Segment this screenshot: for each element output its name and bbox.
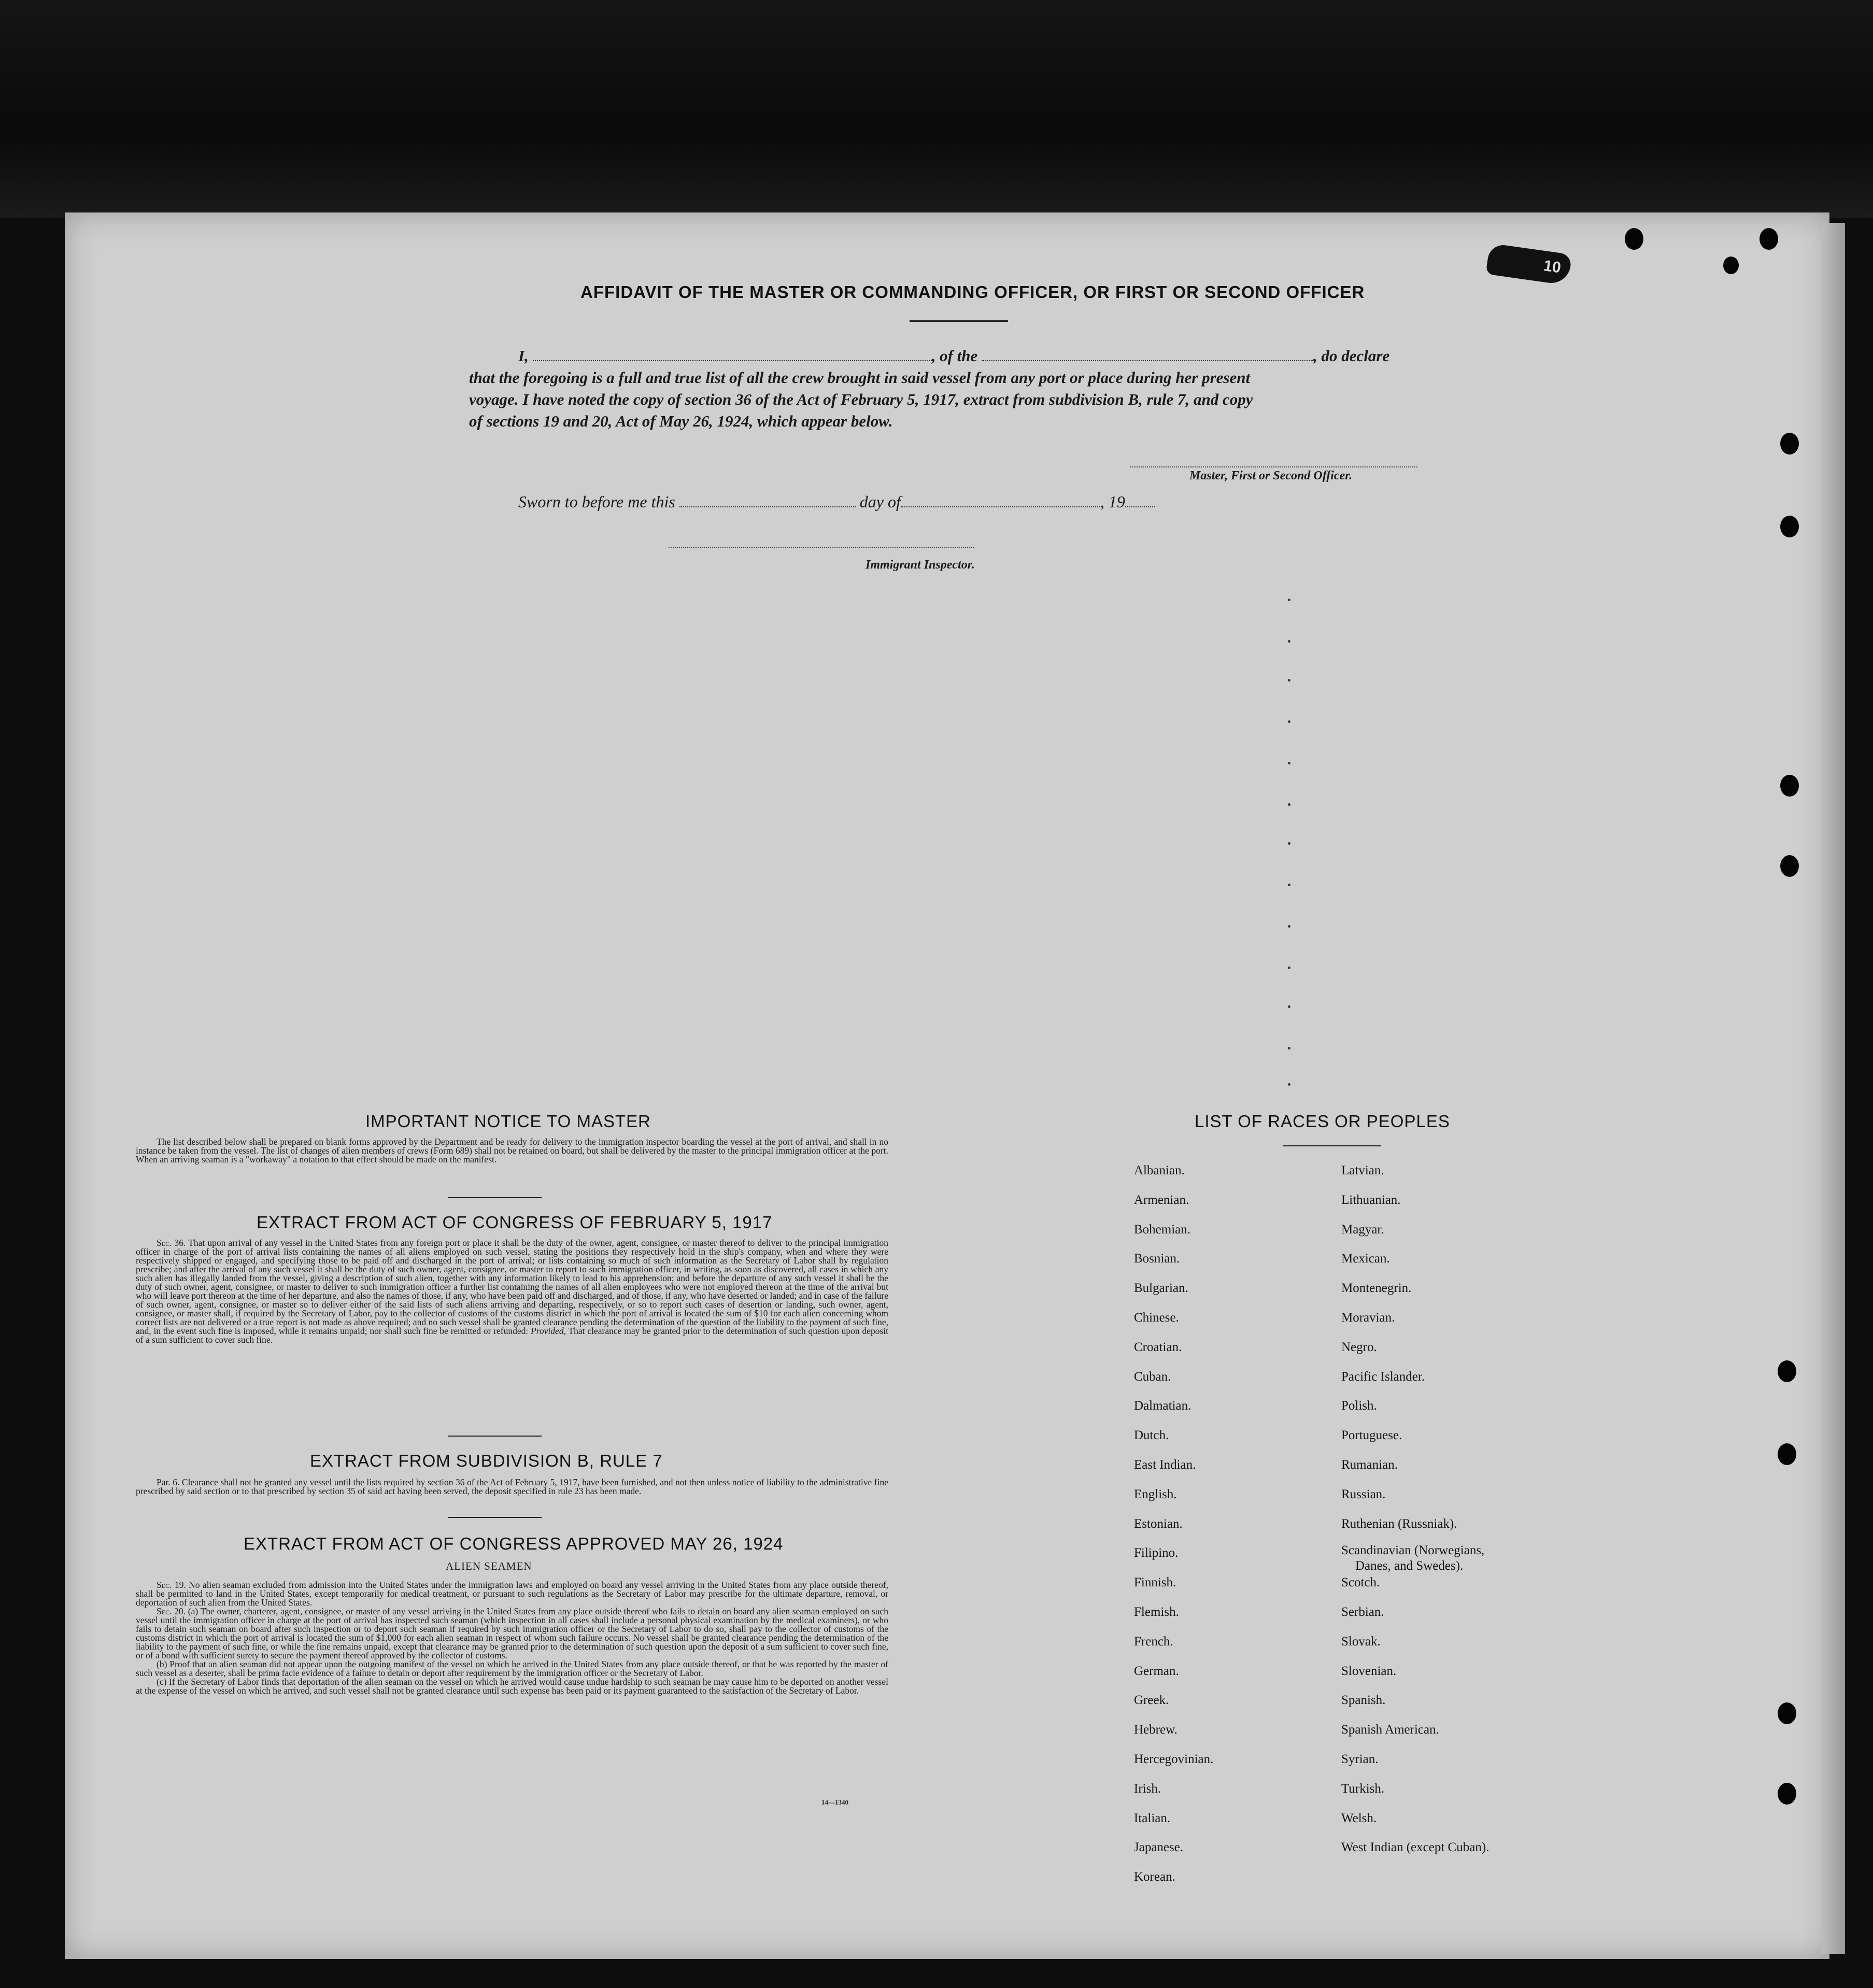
race-item: Turkish.	[1341, 1782, 1385, 1796]
race-item: Slovenian.	[1341, 1664, 1397, 1678]
race-item: Finnish.	[1134, 1575, 1176, 1589]
race-item: English.	[1134, 1487, 1177, 1501]
mark	[1288, 679, 1290, 681]
race-item: German.	[1134, 1664, 1179, 1678]
mark	[1288, 842, 1290, 845]
notice-body	[136, 1138, 888, 1164]
mark	[1288, 762, 1290, 764]
race-item: Mexican.	[1341, 1252, 1390, 1266]
divider	[448, 1436, 542, 1437]
race-item: Negro.	[1341, 1340, 1377, 1354]
provided-label: Provided,	[531, 1326, 566, 1336]
sec36-text: That upon arrival of any vessel in the United States from any foreign port or place it shall be the duty of the owner, agent, consignee, or master thereof to deliver to the principal immigration officer in charge of the port of arrival lists containing the names of all aliens employed on such vessel, stating the positions they respectively hold in the ship's company, when and where they were respectively shipped or engaged, and specifying those to be paid off and discharged in the port of arrival; or lists containing so much of such information as the Secretary of Labor shall by regulation prescribe; and after the arrival of any such vessel it shall be the duty of such owner, agent, consignee, or master to report to such immigration officer, in writing, as soon as discovered, all cases in which any such alien has illegally landed from the vessel, giving a description of such alien, together with any information likely to lead to his apprehension; and before the departure of any such vessel it shall be the duty of such owner, agent, consignee, or master to deliver to such immigration officer a further list containing the names of all alien employees who were not employed thereon at the time of the arrival but who will leave port thereon at the time of her departure, and also the names of those, if any, who have been paid off and discharged, and of those, if any, who have deserted or landed; and in case of the failure of such owner, agent, consignee, or master so to deliver either of the said lists of such aliens arriving and departing, respectively, or so to report such cases of desertion or landing, such owner, agent, consignee, or master shall, if required by the Secretary of Labor, pay to the collector of customs of the customs district in which the port of arrival is located the sum of $10 for each alien concerning whom correct lists are not delivered or a true report is not made as above required; and no such vessel shall be granted clearance pending the determination of the question of the liability to the payment of such fine, and, in the event such fine is imposed, while it remains unpaid; nor shall such fine be remitted or refunded:	[136, 1238, 888, 1336]
affidavit-title: AFFIDAVIT OF THE MASTER OR COMMANDING OFFICER, OR FIRST OR SECOND OFFICER	[580, 282, 1365, 302]
divider	[1283, 1145, 1381, 1146]
race-item: Bulgarian.	[1134, 1281, 1188, 1295]
scan-background	[0, 0, 1873, 218]
sworn-day-blank[interactable]	[679, 495, 856, 507]
mark	[1288, 640, 1290, 643]
race-item: Moravian.	[1341, 1311, 1395, 1325]
race-item: Armenian.	[1134, 1193, 1189, 1207]
year-blank[interactable]	[1125, 495, 1155, 507]
punch-hole	[1780, 775, 1799, 797]
sec19-label: Sec. 19.	[157, 1580, 186, 1590]
race-item: Hercegovinian.	[1134, 1752, 1214, 1766]
race-item: East Indian.	[1134, 1458, 1196, 1472]
race-item: Albanian.	[1134, 1163, 1185, 1177]
vessel-blank[interactable]	[982, 349, 1313, 361]
sec20-label: Sec. 20.	[157, 1606, 186, 1616]
race-item: Chinese.	[1134, 1311, 1179, 1325]
mark	[1288, 720, 1290, 723]
extract-1917-body	[136, 1239, 888, 1344]
punch-hole	[1625, 228, 1643, 250]
race-item: Latvian.	[1341, 1163, 1384, 1177]
race-item: Russian.	[1341, 1487, 1386, 1501]
stamp-number: 10	[1542, 257, 1562, 277]
race-item: Rumanian.	[1341, 1458, 1398, 1472]
race-item: Magyar.	[1341, 1223, 1384, 1237]
extract-1917-title: EXTRACT FROM ACT OF CONGRESS OF FEBRUARY 5, 1917	[257, 1213, 773, 1232]
extract-1924-title: EXTRACT FROM ACT OF CONGRESS APPROVED MAY 26, 1924	[244, 1534, 784, 1553]
mark	[1288, 1005, 1290, 1008]
race-item: Bohemian.	[1134, 1223, 1191, 1237]
form-number: 14—1340	[821, 1798, 848, 1806]
sworn-label: Sworn to before me this	[518, 492, 675, 511]
affidavit-line-3: voyage. I have noted the copy of section 36 of the Act of February 5, 1917, extract from subdivision B, rule 7, and copy	[469, 390, 1253, 408]
race-item: Ruthenian (Russniak).	[1341, 1517, 1457, 1531]
race-item: Portuguese.	[1341, 1428, 1402, 1442]
punch-hole	[1780, 516, 1799, 537]
punch-hole	[1778, 1783, 1796, 1805]
race-item: Flemish.	[1134, 1605, 1179, 1619]
inspector-label: Immigrant Inspector.	[865, 558, 975, 572]
document-page	[65, 212, 1829, 1959]
race-item: French.	[1134, 1635, 1173, 1649]
race-item: Korean.	[1134, 1870, 1175, 1884]
race-item: Hebrew.	[1134, 1723, 1177, 1737]
race-item: Slovak.	[1341, 1635, 1381, 1649]
year-label: , 19	[1100, 492, 1125, 511]
sec20b-text: (b) Proof that an alien seaman did not appear upon the outgoing manifest of the vessel on which he arrived in the United States from any place outside thereof, or that he was reported by the master of such vessel as a deserter, shall be prima facie evidence of a failure to detain or deport after requirement by the immigration officer or the Secretary of Labor.	[136, 1659, 888, 1678]
divider	[448, 1517, 542, 1518]
race-item: Danes, and Swedes).	[1355, 1559, 1464, 1573]
race-item: Cuban.	[1134, 1370, 1171, 1384]
race-item: Spanish American.	[1341, 1723, 1439, 1737]
divider	[910, 320, 1008, 322]
month-blank[interactable]	[901, 495, 1100, 507]
name-blank[interactable]	[533, 349, 932, 361]
sworn-line	[518, 492, 1155, 512]
i-label: I,	[518, 347, 529, 365]
race-item: Estonian.	[1134, 1517, 1183, 1531]
punch-hole	[1723, 257, 1739, 274]
mark	[1288, 884, 1290, 886]
do-declare-label: , do declare	[1313, 347, 1390, 365]
notice-text: The list described below shall be prepared on blank forms approved by the Department and be ready for delivery to the immigration inspector boarding the vessel at the port of arrival, and shall in no instance be taken from the vessel. The list of changes of alien members of crews (Form 689) shall not be retained on board, but shall be delivered by the master to the principal immigration officer at the port. When an arriving seaman is a "workaway" a notation to that effect should be made on the manifest.	[136, 1137, 888, 1165]
punch-hole	[1778, 1702, 1796, 1724]
master-signature-line[interactable]	[1130, 466, 1417, 467]
race-item: Spanish.	[1341, 1693, 1386, 1707]
race-item: Greek.	[1134, 1693, 1169, 1707]
race-item: Dalmatian.	[1134, 1399, 1191, 1413]
punch-hole	[1778, 1443, 1796, 1465]
inspector-signature-line[interactable]	[669, 547, 974, 548]
race-item: Japanese.	[1134, 1840, 1184, 1854]
master-signature-label: Master, First or Second Officer.	[1189, 469, 1353, 482]
race-item: Lithuanian.	[1341, 1193, 1401, 1207]
affidavit-line-1	[469, 346, 1451, 366]
race-item: Montenegrin.	[1341, 1281, 1412, 1295]
race-item: Welsh.	[1341, 1811, 1377, 1825]
notice-title: IMPORTANT NOTICE TO MASTER	[365, 1112, 651, 1131]
mark	[1288, 599, 1290, 601]
divider	[448, 1197, 542, 1198]
race-item: Scandinavian (Norwegians,	[1341, 1543, 1485, 1557]
page-edge	[1822, 223, 1845, 1954]
mark	[1288, 1083, 1290, 1086]
races-title: LIST OF RACES OR PEOPLES	[1195, 1112, 1450, 1131]
race-item: Polish.	[1341, 1399, 1377, 1413]
race-item: West Indian (except Cuban).	[1341, 1840, 1489, 1854]
punch-hole	[1760, 228, 1778, 250]
race-item: Serbian.	[1341, 1605, 1384, 1619]
sec20a-text: (a) The owner, charterer, agent, consignee, or master of any vessel arriving in the United States from any place outside thereof who fails to detain on board any alien seaman employed on such vessel until the immigration officer in charge at the port of arrival has inspected such seaman (which inspection in all cases shall include a personal physical examination by the medical examiners), or who fails to detain such seaman on board after such inspection or to deport such seaman if required by such immigration officer or the Secretary of Labor to do so, shall pay to the collector of customs of the customs district in which the port of arrival is located the sum of $1,000 for each alien seaman in respect of whom such failure occurs. No vessel shall be granted clearance pending the determination of the liability to the payment of such fine, or while the fine remains unpaid, except that clearance may be granted prior to the determination of such question upon the deposit of a sum sufficient to cover such fine, or of a bond with sufficient surety to secure the payment thereof approved by the collector of customs.	[136, 1606, 888, 1660]
mark	[1288, 925, 1290, 928]
affidavit-line-2: that the foregoing is a full and true list of all the crew brought in said vessel from any port or place during her present	[469, 368, 1251, 387]
of-the-label: , of the	[931, 347, 978, 365]
race-item: Bosnian.	[1134, 1252, 1180, 1266]
punch-hole	[1780, 855, 1799, 877]
punch-hole	[1780, 433, 1799, 455]
extract-1924-body	[136, 1581, 888, 1695]
punch-hole	[1778, 1360, 1796, 1382]
extract-rule7-body	[136, 1478, 888, 1496]
sec20c-text: (c) If the Secretary of Labor finds that deportation of the alien seaman on the vessel on which he arrived would cause undue hardship to such seaman he may cause him to be deported on another vessel at the expense of the vessel on which he arrived, and such vessel shall not be granted clearance until such expense has been paid or its payment guaranteed to the satisfaction of the Secretary of Labor.	[136, 1677, 888, 1696]
affidavit-line-4: of sections 19 and 20, Act of May 26, 1924, which appear below.	[469, 412, 893, 430]
mark	[1288, 967, 1290, 969]
race-item: Scotch.	[1341, 1575, 1380, 1589]
rule7-text: Par. 6. Clearance shall not be granted any vessel until the lists required by section 36 of the Act of February 5, 1917, have been furnished, and not then unless notice of liability to the administrative fine prescribed by said section or to that prescribed by section 35 of said act having been served, the deposit specified in rule 23 has been made.	[136, 1477, 888, 1496]
alien-seamen-subtitle: ALIEN SEAMEN	[446, 1560, 532, 1572]
sec19-text: No alien seaman excluded from admission into the United States under the immigration laws and employed on board any vessel arriving in the United States from any place outside thereof, shall be permitted to land in the United States, except temporarily for medical treatment, or pursuant to such regulations as the Secretary of Labor may prescribe for the ultimate departure, removal, or deportation of such alien from the United States.	[136, 1580, 888, 1608]
race-item: Dutch.	[1134, 1428, 1169, 1442]
race-item: Syrian.	[1341, 1752, 1379, 1766]
race-item: Italian.	[1134, 1811, 1171, 1825]
race-item: Irish.	[1134, 1782, 1161, 1796]
mark	[1288, 1047, 1290, 1049]
extract-rule7-title: EXTRACT FROM SUBDIVISION B, RULE 7	[310, 1451, 663, 1470]
sec36-text-end: That clearance may be granted prior to the determination of such question upon deposit of a sum sufficient to cover such fine.	[136, 1326, 889, 1345]
sec36-label: Sec. 36.	[157, 1238, 186, 1248]
mark	[1288, 803, 1290, 806]
race-item: Pacific Islander.	[1341, 1370, 1425, 1384]
race-item: Filipino.	[1134, 1546, 1179, 1560]
day-of-label: day of	[859, 492, 901, 511]
race-item: Croatian.	[1134, 1340, 1182, 1354]
